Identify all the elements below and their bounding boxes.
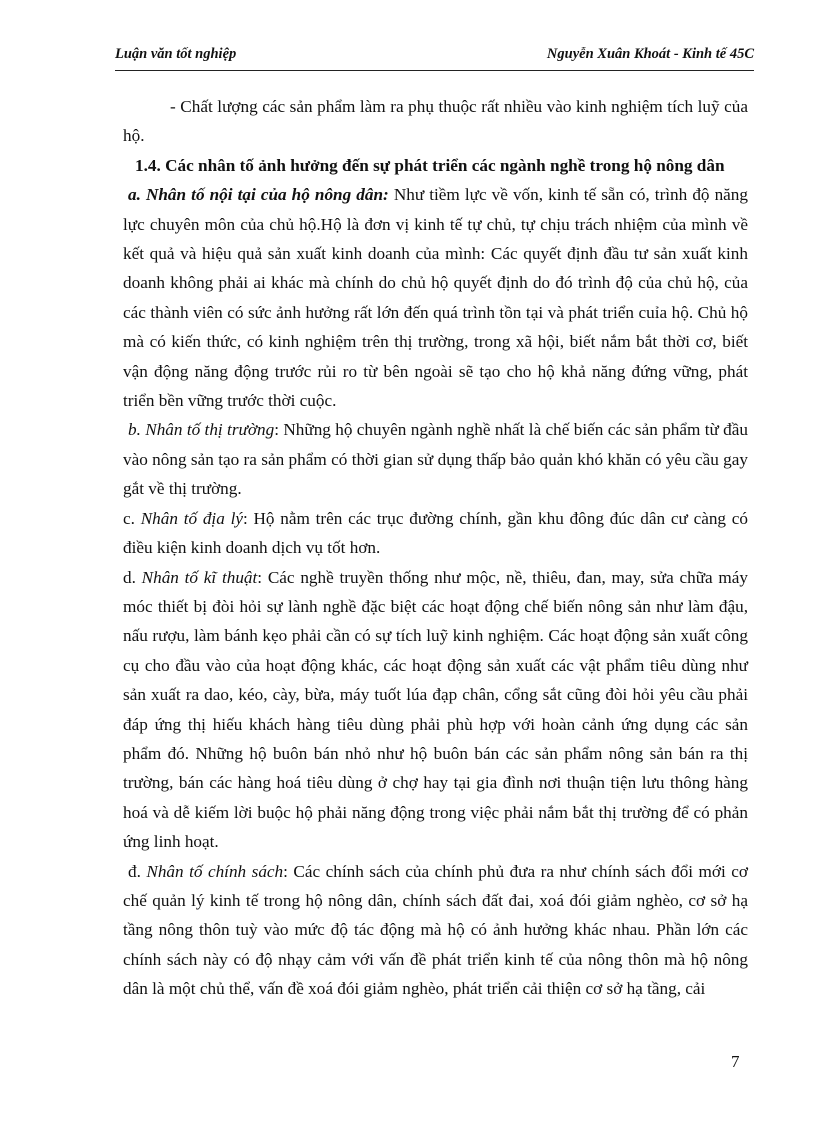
factor-c-prefix: c.: [123, 508, 141, 528]
factor-d-label: Nhân tố kĩ thuật: [141, 567, 258, 587]
section-heading: 1.4. Các nhân tố ảnh hưởng đến sự phát triển các ngành nghề trong hộ nông dân: [135, 155, 725, 175]
factor-c-text: : Hộ nằm trên các trục đường chính, gần khu đông đúc dân cư càng có điều kiện kinh doanh dịch vụ tốt hơn.: [123, 508, 749, 558]
factor-d-text: : Các nghề truyền thống như mộc, nề, thiêu, đan, may, sửa chữa máy móc thiết bị đòi hỏi sự lành nghề đặc biệt các hoạt động chế biến nông sản như làm đậu, nấu rượu, làm bánh kẹo phải cần có sự tích luỹ kinh nghiệm. Các hoạt động sản xuất công cụ cho đầu vào của hoạt động khác, các hoạt động sản xuất các vật phẩm tiêu dùng như sản xuất ra dao, kéo, cày, bừa, máy tuốt lúa đạp chân, cổng sắt cũng đòi hỏi yêu cầu phải đáp ứng thị hiếu khách hàng tiêu dùng phải phù hợp với hoàn cảnh ứng dụng các sản phẩm đó. Những hộ buôn bán nhỏ như hộ buôn bán các sản phẩm nông sản bán ra thị trường, bán các hàng hoá tiêu dùng ở chợ hay tại gia đình nơi thuận tiện lưu thông hàng hoá và dễ kiếm lời buộc hộ phải năng động trong việc phải nắm bắt thị trường để có phản ứng linh hoạt.: [123, 567, 748, 852]
factor-d-prefix: d.: [123, 567, 142, 587]
page-body: [123, 92, 748, 1004]
page-header: [115, 44, 754, 71]
factor-a-text: Như tiềm lực về vốn, kinh tế sẵn có, trình độ năng lực chuyên môn của chủ hộ.Hộ là đơn vị kinh tế tự chủ, tự chịu trách nhiệm của mình về kết quả và hiệu quả sản xuất kinh doanh của mình: Các quyết định đầu tư sản xuất kinh doanh không phải ai khác mà chính do chủ hộ quyết định do đó trình độ của chủ hộ, của các thành viên có sức ảnh hưởng rất lớn đến quá trình tồn tại và phát triển cuỉa hộ. Chủ hộ mà có kiến thức, có kinh nghiệm trên thị trường, trong xã hội, biết nắm bắt thời cơ, biết vận động năng động trước rủi ro từ bên ngoài sẽ tạo cho hộ khả năng đứng vững, phát triển bền vững trước thời cuộc.: [123, 185, 748, 411]
paragraph-factor-c: [123, 504, 748, 563]
paragraph-factor-b: [123, 415, 748, 503]
header-author: Nguyễn Xuân Khoát - Kinh tế 45C: [546, 46, 754, 62]
factor-b-text: : Những hộ chuyên ngành nghề nhất là chế biến các sản phẩm từ đầu vào nông sản tạo ra sản phẩm có thời gian sử dụng thấp bảo quản khó khăn có yêu cầu gay gắt về thị trường.: [123, 420, 748, 499]
paragraph-quality-note: - Chất lượng các sản phẩm làm ra phụ thuộc rất nhiều vào kinh nghiệm tích luỹ của hộ.: [123, 97, 748, 146]
paragraph-factor-a: [123, 180, 748, 415]
factor-dd-text: : Các chính sách của chính phủ đưa ra như chính sách đổi mới cơ chế quản lý kinh tế trong hộ nông dân, chính sách đất đai, xoá đói giảm nghèo, cơ sở hạ tầng nông thôn tuỳ vào mức độ tác động mà hộ có ảnh hưởng khác nhau. Phần lớn các chính sách này có độ nhạy cảm với vấn đề phát triển kinh tế của nông thôn mà hộ nông dân là một chủ thể, vấn đề xoá đói giảm nghèo, phát triển cải thiện cơ sở hạ tầng, cải: [123, 861, 748, 999]
factor-a-label: a. Nhân tố nội tại của hộ nông dân:: [128, 185, 389, 205]
factor-c-label: Nhân tố địa lý: [140, 508, 243, 528]
paragraph-factor-d: [123, 563, 748, 857]
factor-dd-prefix: đ.: [128, 861, 147, 881]
paragraph-factor-dd: [123, 857, 748, 1004]
header-thesis-label: Luận văn tốt nghiệp: [115, 46, 237, 62]
factor-dd-label: Nhân tố chính sách: [146, 861, 284, 881]
page-number: 7: [731, 1052, 740, 1071]
factor-b-label: b. Nhân tố thị trường: [128, 420, 275, 440]
